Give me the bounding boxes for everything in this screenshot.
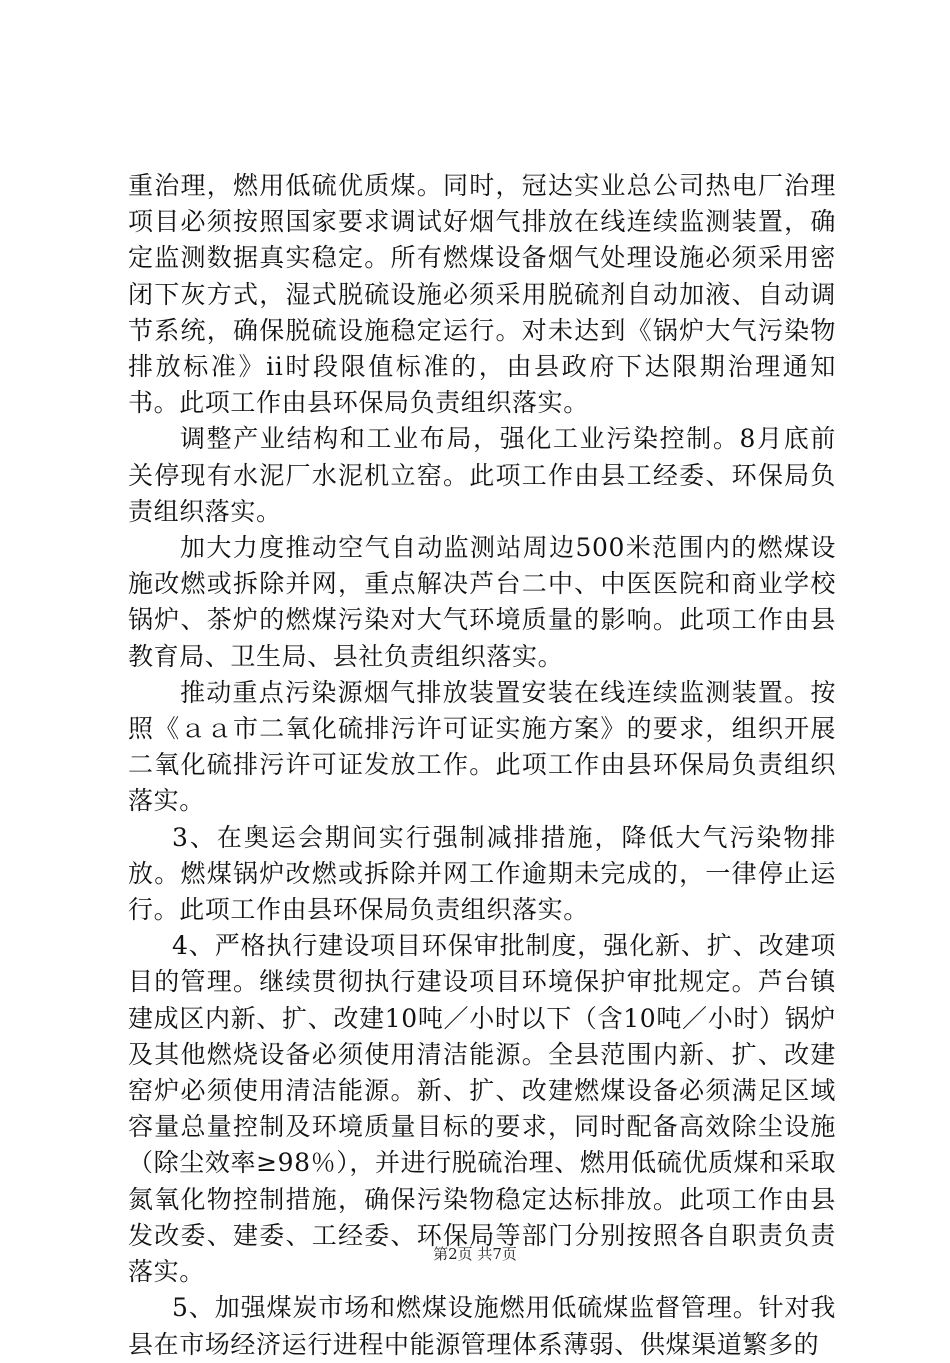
body-text (128, 168, 836, 1363)
paragraph-2: 调整产业结构和工业布局，强化工业污染控制。8月底前关停现有水泥厂水泥机立窑。此项工作由县工经委、环保局负责组织落实。 (128, 424, 836, 526)
paragraph-4: 推动重点污染源烟气排放装置安装在线连续监测装置。按照《ａａ市二氧化硫排污许可证实施方案》的要求，组织开展二氧化硫排污许可证发放工作。此项工作由县环保局负责组织落实。 (128, 677, 836, 816)
paragraph-1: 重治理，燃用低硫优质煤。同时，冠达实业总公司热电厂治理项目必须按照国家要求调试好烟气排放在线连续监测装置，确定监测数据真实稳定。所有燃煤设备烟气处理设施必须采用密闭下灰方式，湿式脱硫设施必须采用脱硫剂自动加液、自动调节系统，确保脱硫设施稳定运行。对未达到《锅炉大气污染物排放标准》ii时段限值标准的，由县政府下达限期治理通知书。此项工作由县环保局负责组织落实。 (128, 171, 836, 418)
paragraph-6: 4、严格执行建设项目环保审批制度，强化新、扩、改建项目的管理。继续贯彻执行建设项目环境保护审批规定。芦台镇建成区内新、扩、改建10吨／小时以下（含10吨／小时）锅炉及其他燃烧设备必须使用清洁能源。全县范围内新、扩、改建窑炉必须使用清洁能源。新、扩、改建燃煤设备必须满足区域容量总量控制及环境质量目标的要求，同时配备高效除尘设施（除尘效率≥98％），并进行脱硫治理、燃用低硫优质煤和采取氮氧化物控制措施，确保污染物稳定达标排放。此项工作由县发改委、建委、工经委、环保局等部门分别按照各自职责负责落实。 (128, 931, 836, 1287)
paragraph-3: 加大力度推动空气自动监测站周边500米范围内的燃煤设施改燃或拆除并网，重点解决芦台二中、中医医院和商业学校锅炉、茶炉的燃煤污染对大气环境质量的影响。此项工作由县教育局、卫生局、县社负责组织落实。 (128, 533, 836, 671)
paragraph-5: 3、在奥运会期间实行强制减排措施，降低大气污染物排放。燃煤锅炉改燃或拆除并网工作逾期未完成的，一律停止运行。此项工作由县环保局负责组织落实。 (128, 822, 836, 925)
page-footer: 第2页 共7页 (433, 1245, 517, 1263)
paragraph-7: 5、加强煤炭市场和燃煤设施燃用低硫煤监督管理。针对我县在市场经济运行进程中能源管理体系薄弱、供煤渠道繁多的 (128, 1293, 836, 1359)
